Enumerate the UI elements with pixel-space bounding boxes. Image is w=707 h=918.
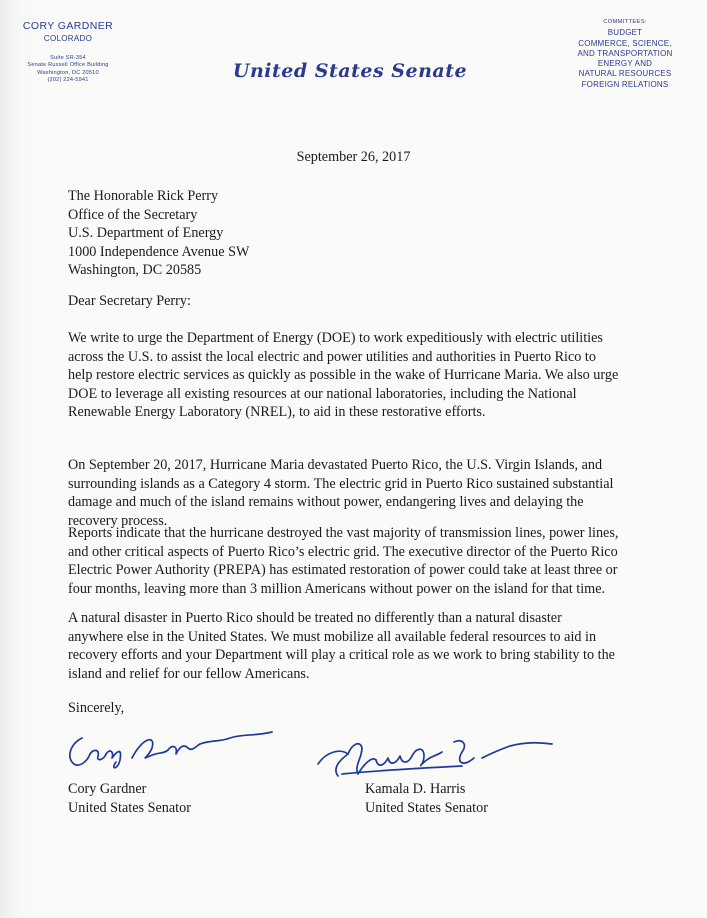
body-line: recovery efforts and your Department will play a critical role as we work to bring stability to the: [68, 647, 615, 664]
address-line: (202) 224-5941: [47, 77, 89, 84]
body-line: recovery process.: [68, 512, 168, 529]
committee-line: FOREIGN RELATIONS: [581, 79, 669, 89]
committees-list: [545, 17, 705, 90]
body-paragraph-4: [68, 609, 615, 683]
body-line: and other critical aspects of Puerto Rico’s electric grid. The executive director of the Puerto Rico: [68, 543, 618, 560]
senate-letterhead-title: [200, 60, 500, 82]
senator-state: COLORADO: [43, 34, 93, 43]
signer-gardner: [68, 780, 191, 817]
signer-name: Cory Gardner: [68, 781, 147, 797]
body-line: On September 20, 2017, Hurricane Maria devastated Puerto Rico, the U.S. Virgin Islands, and: [68, 457, 603, 473]
salutation: Dear Secretary Perry:: [68, 293, 191, 309]
body-line: Renewable Energy Laboratory (NREL), to aid in these restorative efforts.: [68, 404, 486, 421]
recipient-address: [68, 187, 249, 280]
office-address: [12, 55, 124, 85]
senator-letterhead: [12, 20, 124, 85]
committee-line: COMMERCE, SCIENCE,: [578, 38, 672, 48]
body-line: Electric Power Authority (PREPA) has estimated restoration of power could take at least three or: [68, 562, 618, 579]
body-paragraph-2: [68, 456, 613, 530]
body-line: anywhere else in the United States. We must mobilize all available federal resources to aid in: [68, 628, 597, 645]
closing: Sincerely,: [68, 700, 125, 716]
recipient-line: The Honorable Rick Perry: [68, 188, 219, 204]
committee-line: BUDGET: [607, 28, 643, 38]
address-line: Senate Russell Office Building: [27, 62, 109, 69]
body-line: help restore electric services as quickly as possible in the wake of Hurricane Maria. We also urge: [68, 367, 619, 384]
signer-title: United States Senator: [68, 799, 191, 816]
body-line: DOE to leverage all existing resources at our national laboratories, including the National: [68, 385, 577, 402]
address-line: Washington, DC 20510: [37, 69, 99, 76]
senate-title: United States Senate: [232, 60, 468, 82]
recipient-line: 1000 Independence Avenue SW: [68, 243, 250, 260]
body-line: surrounding islands as a Category 4 storm. The electric grid in Puerto Rico sustained substantial: [68, 475, 614, 492]
body-line: four months, leaving more than 3 million Americans without power on the island for that time.: [68, 580, 606, 597]
recipient-line: U.S. Department of Energy: [68, 225, 224, 242]
body-paragraph-3: [68, 524, 618, 598]
harris-signature: [312, 734, 562, 782]
address-line: Suite SR-354: [50, 55, 86, 61]
committee-line: NATURAL RESOURCES: [578, 69, 672, 79]
senator-name: CORY GARDNER: [22, 20, 114, 32]
body-line: We write to urge the Department of Energy (DOE) to work expeditiously with electric utilities: [68, 330, 603, 346]
committee-line: ENERGY AND: [597, 59, 653, 69]
letter-date: September 26, 2017: [296, 149, 411, 165]
body-line: island and relief for our fellow Americans.: [68, 665, 310, 682]
committees-heading: COMMITTEES:: [603, 19, 647, 25]
gardner-signature: [60, 724, 290, 772]
committee-line: AND TRANSPORTATION: [577, 48, 673, 58]
recipient-line: Washington, DC 20585: [68, 262, 202, 279]
body-line: across the U.S. to assist the local electric and power utilities and authorities in Puerto Rico to: [68, 348, 596, 365]
body-line: damage and much of the island remains without power, endangering lives and delaying the: [68, 494, 584, 511]
signer-harris: [365, 780, 488, 817]
body-line: A natural disaster in Puerto Rico should be treated no differently than a natural disaster: [68, 610, 562, 626]
body-line: Reports indicate that the hurricane destroyed the vast majority of transmission lines, power lines,: [68, 525, 619, 541]
body-paragraph-1: [68, 329, 618, 422]
signer-title: United States Senator: [365, 799, 488, 816]
signer-name: Kamala D. Harris: [365, 781, 466, 797]
recipient-line: Office of the Secretary: [68, 206, 198, 223]
